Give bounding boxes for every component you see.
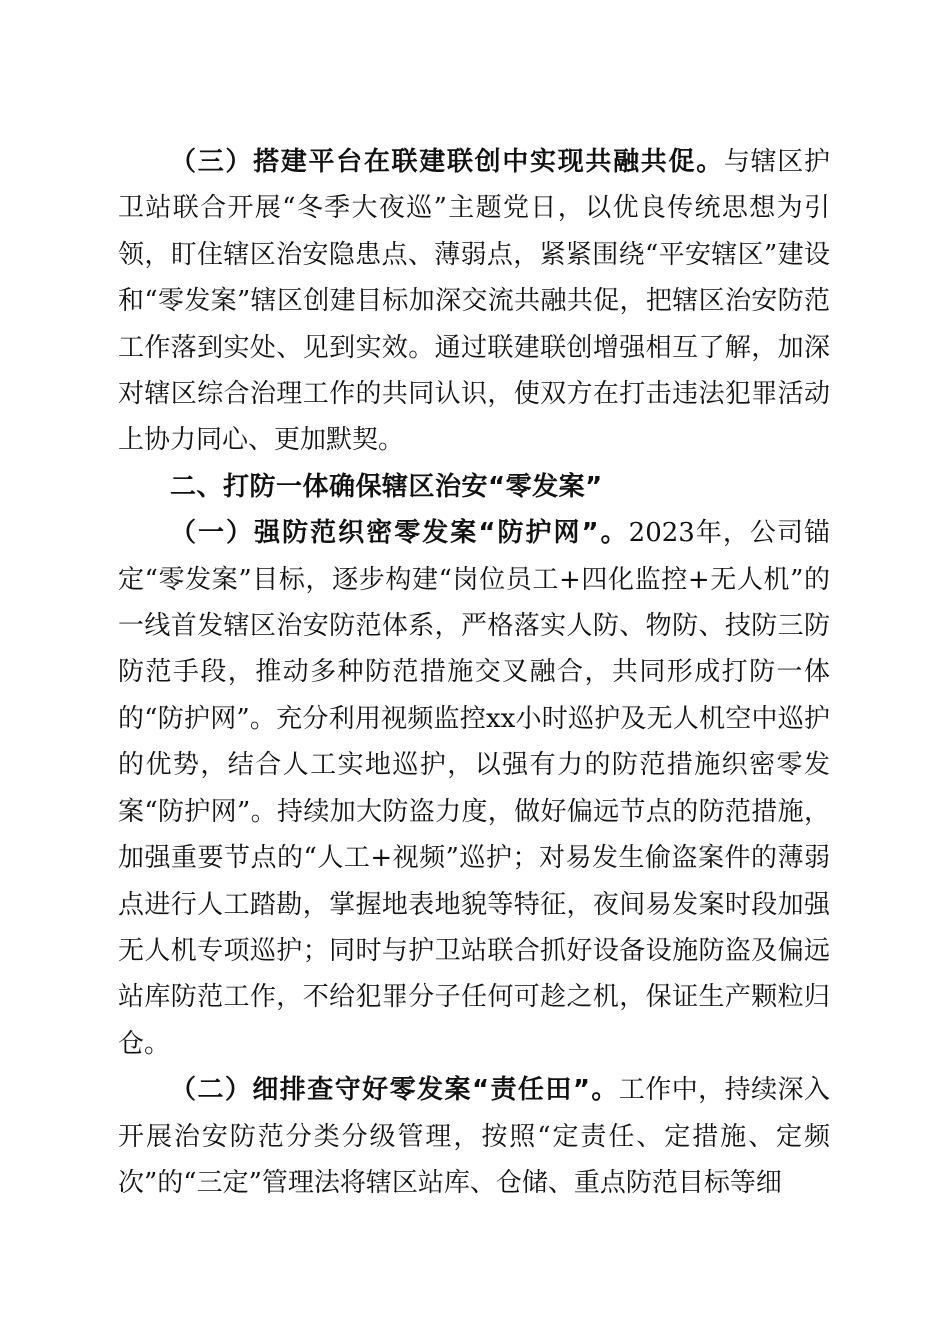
- paragraph-platform-building: [118, 139, 830, 464]
- paragraph-body-text: 与辖区护卫站联合开展“冬季大夜巡”主题党日，以优良传统思想为引领，盯住辖区治安隐患点、薄弱点，紧紧围绕“平安辖区”建设和“零发案”辖区创建目标加深交流共融共促，把辖区治安防范工作落到实处、见到实效。通过联建联创增强相互了解，加深对辖区综合治理工作的共同认识，使双方在打击违法犯罪活动上协力同心、更加默契。: [118, 147, 830, 456]
- paragraph-strengthen-prevention: [118, 510, 830, 1067]
- paragraph-body-text: 工作中，持续深入开展治安防范分类分级管理，按照“定责任、定措施、定频次”的“三定”管理法将辖区站库、仓储、重点防范目标等细: [118, 1075, 830, 1198]
- paragraph-lead-heading: （二）细排查守好零发案“责任田”。: [170, 1075, 619, 1106]
- paragraph-detailed-inspection: [118, 1067, 830, 1206]
- document-body: [118, 139, 830, 1206]
- paragraph-body-text: 2023年，公司锚定“零发案”目标，逐步构建“岗位员工+四化监控+无人机”的一线首发辖区治安防范体系，严格落实人防、物防、技防三防防范手段，推动多种防范措施交叉融合，共同形成打防一体的“防护网”。充分利用视频监控xx小时巡护及无人机空中巡护的优势，结合人工实地巡护，以强有力的防范措施织密零发案“防护网”。持续加大防盗力度，做好偏远节点的防范措施，加强重要节点的“人工+视频”巡护；对易发生偷盗案件的薄弱点进行人工踏勘，掌握地表地貌等特征，夜间易发案时段加强无人机专项巡护；同时与护卫站联合抓好设备设施防盗及偏远站库防范工作，不给犯罪分子任何可趁之机，保证生产颗粒归仓。: [118, 518, 830, 1059]
- paragraph-lead-heading: （一）强防范织密零发案“防护网”。: [170, 518, 629, 549]
- section-heading-two: 二、打防一体确保辖区治安“零发案”: [170, 471, 603, 502]
- paragraph-lead-heading: （三）搭建平台在联建联创中实现共融共促。: [170, 147, 724, 177]
